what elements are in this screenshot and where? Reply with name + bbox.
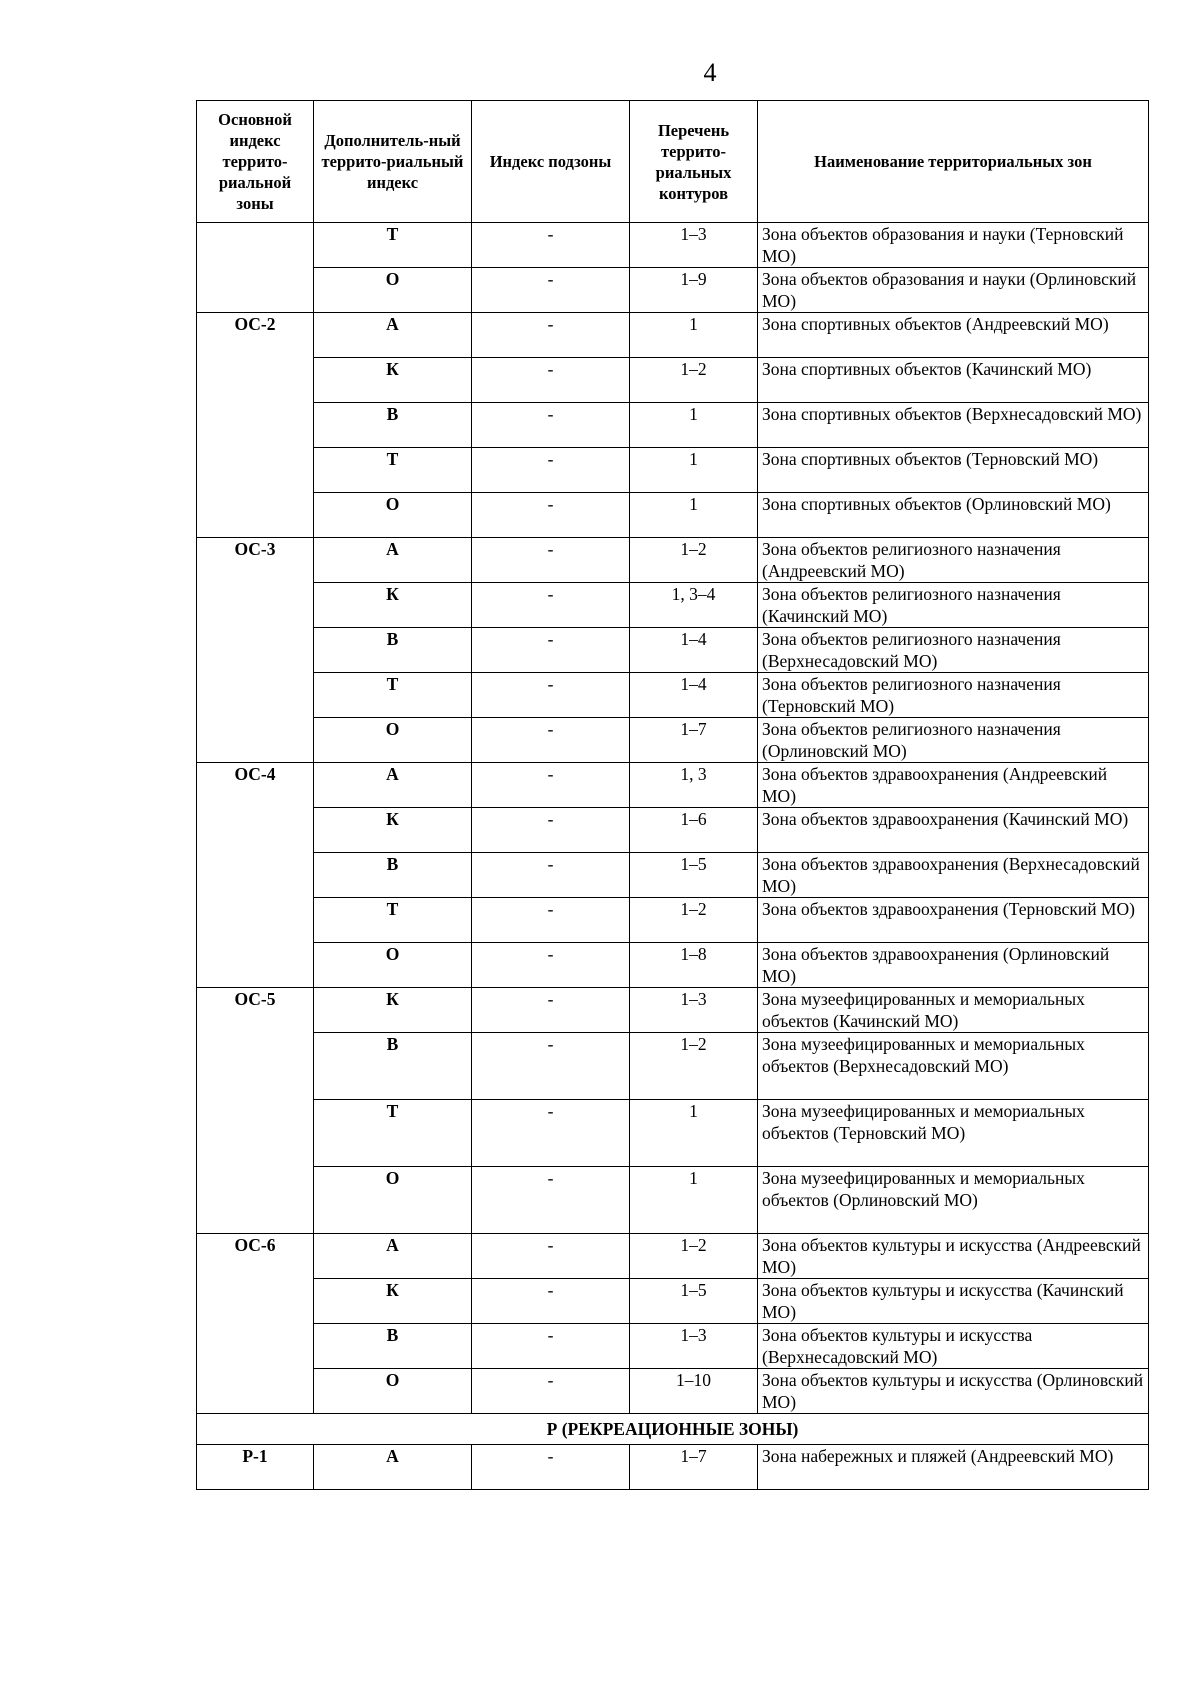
additional-index: А (314, 1445, 472, 1490)
table-row (197, 808, 1149, 853)
additional-index: В (314, 628, 472, 673)
table-row (197, 1167, 1149, 1234)
zone-name: Зона объектов религиозного назначения (Верхнесадовский МО) (758, 628, 1149, 673)
contour-list: 1 (630, 448, 758, 493)
zone-name: Зона объектов культуры и искусства (Качинский МО) (758, 1279, 1149, 1324)
table-row (197, 1445, 1149, 1490)
table-row (197, 583, 1149, 628)
additional-index: А (314, 538, 472, 583)
zone-name: Зона набережных и пляжей (Андреевский МО) (758, 1445, 1149, 1490)
table-row (197, 538, 1149, 583)
page-number: 4 (703, 58, 717, 87)
header-zone-name: Наименование территориальных зон (758, 101, 1149, 223)
table-row (197, 448, 1149, 493)
table-row (197, 223, 1149, 268)
zone-name: Зона спортивных объектов (Качинский МО) (758, 358, 1149, 403)
table-row (197, 358, 1149, 403)
table-row (197, 403, 1149, 448)
table-row (197, 1279, 1149, 1324)
subzone-index: - (472, 538, 630, 583)
contour-list: 1, 3 (630, 763, 758, 808)
table-row (197, 1324, 1149, 1369)
additional-index: Т (314, 1100, 472, 1167)
contour-list: 1–2 (630, 1234, 758, 1279)
additional-index: К (314, 1279, 472, 1324)
subzone-index: - (472, 1369, 630, 1414)
contour-list: 1, 3–4 (630, 583, 758, 628)
subzone-index: - (472, 268, 630, 313)
table-row (197, 628, 1149, 673)
contour-list: 1 (630, 1100, 758, 1167)
additional-index: К (314, 988, 472, 1033)
subzone-index: - (472, 988, 630, 1033)
additional-index: К (314, 358, 472, 403)
table-body (197, 223, 1149, 1490)
main-zone-index: ОС-2 (197, 313, 314, 538)
subzone-index: - (472, 943, 630, 988)
additional-index: А (314, 313, 472, 358)
contour-list: 1–2 (630, 1033, 758, 1100)
territorial-zones-table (196, 100, 1149, 1490)
additional-index: В (314, 403, 472, 448)
table-header (197, 101, 1149, 223)
contour-list: 1–5 (630, 853, 758, 898)
subzone-index: - (472, 673, 630, 718)
table-row (197, 988, 1149, 1033)
additional-index: В (314, 1324, 472, 1369)
additional-index: О (314, 943, 472, 988)
main-zone-index: ОС-4 (197, 763, 314, 988)
section-title: Р (РЕКРЕАЦИОННЫЕ ЗОНЫ) (197, 1414, 1149, 1445)
contour-list: 1–3 (630, 988, 758, 1033)
subzone-index: - (472, 763, 630, 808)
zone-name: Зона объектов культуры и искусства (Андреевский МО) (758, 1234, 1149, 1279)
subzone-index: - (472, 448, 630, 493)
table-row (197, 673, 1149, 718)
zone-name: Зона объектов здравоохранения (Орлиновский МО) (758, 943, 1149, 988)
additional-index: Т (314, 223, 472, 268)
additional-index: О (314, 1369, 472, 1414)
contour-list: 1–4 (630, 628, 758, 673)
zone-name: Зона объектов культуры и искусства (Орлиновский МО) (758, 1369, 1149, 1414)
table-row (197, 268, 1149, 313)
table-row (197, 313, 1149, 358)
contour-list: 1–7 (630, 1445, 758, 1490)
zone-name: Зона объектов религиозного назначения (Орлиновский МО) (758, 718, 1149, 763)
subzone-index: - (472, 583, 630, 628)
contour-list: 1 (630, 403, 758, 448)
zone-name: Зона объектов здравоохранения (Качинский МО) (758, 808, 1149, 853)
zone-name: Зона объектов здравоохранения (Верхнесадовский МО) (758, 853, 1149, 898)
subzone-index: - (472, 1234, 630, 1279)
contour-list: 1–2 (630, 538, 758, 583)
subzone-index: - (472, 853, 630, 898)
subzone-index: - (472, 223, 630, 268)
contour-list: 1–2 (630, 358, 758, 403)
zone-name: Зона спортивных объектов (Верхнесадовский МО) (758, 403, 1149, 448)
additional-index: Т (314, 898, 472, 943)
header-subzone-index: Индекс подзоны (472, 101, 630, 223)
contour-list: 1–7 (630, 718, 758, 763)
main-zone-index (197, 223, 314, 313)
contour-list: 1 (630, 1167, 758, 1234)
header-additional-index: Дополнитель-ный террито-риальный индекс (314, 101, 472, 223)
contour-list: 1–4 (630, 673, 758, 718)
zone-name: Зона объектов здравоохранения (Терновский МО) (758, 898, 1149, 943)
table-row (197, 1033, 1149, 1100)
header-contours: Перечень террито-риальных контуров (630, 101, 758, 223)
main-zone-index: ОС-6 (197, 1234, 314, 1414)
table-row (197, 898, 1149, 943)
contour-list: 1 (630, 313, 758, 358)
header-main-index: Основной индекс террито-риальной зоны (197, 101, 314, 223)
additional-index: Т (314, 448, 472, 493)
additional-index: О (314, 718, 472, 763)
zone-name: Зона объектов культуры и искусства (Верхнесадовский МО) (758, 1324, 1149, 1369)
zone-name: Зона спортивных объектов (Орлиновский МО) (758, 493, 1149, 538)
zone-name: Зона музеефицированных и мемориальных объектов (Верхнесадовский МО) (758, 1033, 1149, 1100)
zone-name: Зона спортивных объектов (Андреевский МО) (758, 313, 1149, 358)
subzone-index: - (472, 1279, 630, 1324)
additional-index: А (314, 763, 472, 808)
contour-list: 1–3 (630, 223, 758, 268)
subzone-index: - (472, 1324, 630, 1369)
table-row (197, 1234, 1149, 1279)
subzone-index: - (472, 718, 630, 763)
main-zone-index: ОС-3 (197, 538, 314, 763)
subzone-index: - (472, 898, 630, 943)
zone-name: Зона музеефицированных и мемориальных объектов (Терновский МО) (758, 1100, 1149, 1167)
subzone-index: - (472, 403, 630, 448)
subzone-index: - (472, 313, 630, 358)
subzone-index: - (472, 358, 630, 403)
contour-list: 1–9 (630, 268, 758, 313)
section-row (197, 1414, 1149, 1445)
table-row (197, 763, 1149, 808)
additional-index: О (314, 268, 472, 313)
table-row (197, 718, 1149, 763)
subzone-index: - (472, 1445, 630, 1490)
subzone-index: - (472, 808, 630, 853)
table-row (197, 493, 1149, 538)
zone-name: Зона музеефицированных и мемориальных объектов (Качинский МО) (758, 988, 1149, 1033)
additional-index: К (314, 583, 472, 628)
zone-name: Зона объектов религиозного назначения (Терновский МО) (758, 673, 1149, 718)
contour-list: 1–6 (630, 808, 758, 853)
subzone-index: - (472, 1033, 630, 1100)
additional-index: К (314, 808, 472, 853)
additional-index: В (314, 1033, 472, 1100)
contour-list: 1–5 (630, 1279, 758, 1324)
main-zone-index: ОС-5 (197, 988, 314, 1234)
subzone-index: - (472, 628, 630, 673)
zone-name: Зона объектов религиозного назначения (Андреевский МО) (758, 538, 1149, 583)
zone-name: Зона объектов здравоохранения (Андреевский МО) (758, 763, 1149, 808)
additional-index: О (314, 1167, 472, 1234)
table-row (197, 853, 1149, 898)
contour-list: 1–2 (630, 898, 758, 943)
additional-index: Т (314, 673, 472, 718)
additional-index: О (314, 493, 472, 538)
subzone-index: - (472, 1167, 630, 1234)
zone-name: Зона музеефицированных и мемориальных объектов (Орлиновский МО) (758, 1167, 1149, 1234)
additional-index: А (314, 1234, 472, 1279)
subzone-index: - (472, 1100, 630, 1167)
main-zone-index: Р-1 (197, 1445, 314, 1490)
contour-list: 1 (630, 493, 758, 538)
zone-name: Зона спортивных объектов (Терновский МО) (758, 448, 1149, 493)
contour-list: 1–8 (630, 943, 758, 988)
zone-name: Зона объектов образования и науки (Терновский МО) (758, 223, 1149, 268)
contour-list: 1–10 (630, 1369, 758, 1414)
table-row (197, 1369, 1149, 1414)
zone-name: Зона объектов образования и науки (Орлиновский МО) (758, 268, 1149, 313)
zone-name: Зона объектов религиозного назначения (Качинский МО) (758, 583, 1149, 628)
contour-list: 1–3 (630, 1324, 758, 1369)
table-row (197, 943, 1149, 988)
table-row (197, 1100, 1149, 1167)
subzone-index: - (472, 493, 630, 538)
additional-index: В (314, 853, 472, 898)
